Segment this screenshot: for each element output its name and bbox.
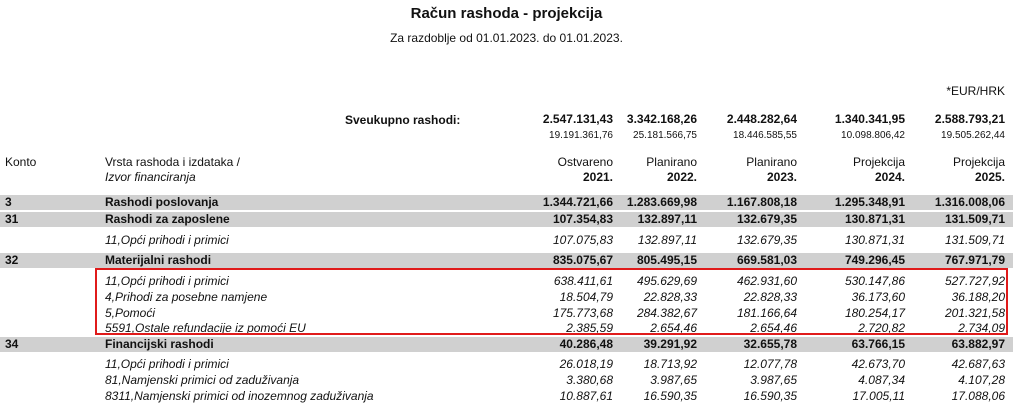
value-cell-3: 180.254,17	[844, 306, 905, 320]
summary-total-2: 2.448.282,64	[726, 112, 797, 126]
value-cell-4: 131.509,71	[944, 212, 1005, 226]
name-cell: Rashodi poslovanja	[105, 195, 219, 209]
header-col-4-line1: Projekcija	[952, 155, 1005, 169]
value-cell-4: 767.971,79	[944, 253, 1005, 267]
value-cell-0: 3.380,68	[566, 373, 613, 387]
value-cell-4: 36.188,20	[951, 290, 1005, 304]
value-cell-3: 36.173,60	[851, 290, 905, 304]
konto-cell: 34	[5, 337, 19, 351]
value-cell-3: 17.005,11	[852, 389, 905, 403]
value-cell-4: 17.088,06	[951, 389, 1005, 403]
value-cell-1: 1.283.669,98	[626, 195, 697, 209]
value-cell-1: 39.291,92	[643, 337, 697, 351]
funding-source-row	[0, 389, 1013, 404]
account-row	[0, 253, 1013, 268]
header-name-line2: Izvor financiranja	[105, 170, 196, 184]
value-cell-4: 1.316.008,06	[934, 195, 1005, 209]
summary-total-4: 2.588.793,21	[934, 112, 1005, 126]
value-cell-2: 462.931,60	[736, 274, 797, 288]
value-cell-3: 1.295.348,91	[834, 195, 905, 209]
summary-total-hrk-0: 19.191.361,76	[549, 130, 613, 141]
value-cell-3: 749.296,45	[844, 253, 905, 267]
value-cell-4: 527.727,92	[944, 274, 1005, 288]
value-cell-4: 201.321,58	[944, 306, 1005, 320]
highlight-box	[95, 268, 1008, 335]
value-cell-2: 2.654,46	[750, 321, 797, 335]
header-name-line1: Vrsta rashoda i izdataka /	[105, 155, 240, 169]
summary-total-0: 2.547.131,43	[542, 112, 613, 126]
account-row	[0, 337, 1013, 352]
value-cell-0: 18.504,79	[559, 290, 613, 304]
header-konto: Konto	[5, 155, 37, 169]
value-cell-0: 40.286,48	[559, 337, 613, 351]
value-cell-4: 2.734,09	[958, 321, 1005, 335]
value-cell-0: 107.354,83	[552, 212, 613, 226]
value-cell-0: 10.887,61	[559, 389, 613, 403]
summary-total-hrk-1: 25.181.566,75	[633, 130, 697, 141]
value-cell-2: 32.655,78	[743, 337, 797, 351]
value-cell-2: 132.679,35	[736, 233, 797, 247]
value-cell-3: 530.147,86	[844, 274, 905, 288]
value-cell-3: 130.871,31	[844, 233, 905, 247]
value-cell-1: 22.828,33	[643, 290, 697, 304]
value-cell-1: 18.713,92	[643, 357, 697, 371]
name-cell: 11,Opći prihodi i primici	[105, 233, 229, 247]
value-cell-0: 2.385,59	[566, 321, 613, 335]
name-cell: 4,Prihodi za posebne namjene	[105, 290, 268, 304]
value-cell-3: 130.871,31	[844, 212, 905, 226]
value-cell-2: 132.679,35	[736, 212, 797, 226]
summary-total-hrk-4: 19.505.262,44	[941, 130, 1005, 141]
header-col-1-line1: Planirano	[646, 155, 697, 169]
konto-cell: 31	[5, 212, 19, 226]
value-cell-1: 805.495,15	[636, 253, 697, 267]
account-row	[0, 212, 1013, 227]
value-cell-3: 42.673,70	[851, 357, 905, 371]
value-cell-4: 42.687,63	[951, 357, 1005, 371]
header-col-4-year: 2025.	[974, 170, 1005, 184]
funding-source-row	[0, 373, 1013, 388]
name-cell: Materijalni rashodi	[105, 253, 212, 267]
value-cell-1: 3.987,65	[650, 373, 697, 387]
value-cell-0: 26.018,19	[559, 357, 613, 371]
funding-source-row	[0, 233, 1013, 248]
currency-label: *EUR/HRK	[946, 84, 1005, 98]
header-col-2-year: 2023.	[766, 170, 797, 184]
report-period: Za razdoblje od 01.01.2023. do 01.01.2023.	[390, 31, 623, 45]
account-row	[0, 195, 1013, 210]
report-title: Račun rashoda - projekcija	[410, 5, 603, 22]
value-cell-3: 63.766,15	[851, 337, 905, 351]
header-col-2-line1: Planirano	[746, 155, 797, 169]
name-cell: 5591,Ostale refundacije iz pomoći EU	[105, 321, 306, 335]
header-col-3-line1: Projekcija	[852, 155, 905, 169]
name-cell: 11,Opći prihodi i primici	[105, 274, 229, 288]
name-cell: 11,Opći prihodi i primici	[105, 357, 229, 371]
summary-label: Sveukupno rashodi:	[345, 113, 461, 127]
value-cell-4: 4.107,28	[958, 373, 1005, 387]
value-cell-3: 4.087,34	[858, 373, 905, 387]
value-cell-2: 181.166,64	[736, 306, 797, 320]
header-col-0-year: 2021.	[582, 170, 613, 184]
value-cell-1: 284.382,67	[636, 306, 697, 320]
summary-total-hrk-2: 18.446.585,55	[733, 130, 797, 141]
funding-source-row	[0, 357, 1013, 372]
summary-total-1: 3.342.168,26	[626, 112, 697, 126]
value-cell-1: 495.629,69	[636, 274, 697, 288]
value-cell-4: 131.509,71	[944, 233, 1005, 247]
value-cell-1: 132.897,11	[637, 212, 697, 226]
value-cell-2: 22.828,33	[743, 290, 797, 304]
header-col-0-line1: Ostvareno	[557, 155, 613, 169]
name-cell: 81,Namjenski primici od zaduživanja	[105, 373, 300, 387]
value-cell-1: 16.590,35	[643, 389, 697, 403]
konto-cell: 32	[5, 253, 19, 267]
value-cell-4: 63.882,97	[951, 337, 1005, 351]
name-cell: 8311,Namjenski primici od inozemnog zaduživanja	[105, 389, 374, 403]
value-cell-2: 3.987,65	[750, 373, 797, 387]
value-cell-1: 2.654,46	[650, 321, 697, 335]
value-cell-2: 1.167.808,18	[726, 195, 797, 209]
value-cell-3: 2.720,82	[858, 321, 905, 335]
value-cell-2: 16.590,35	[743, 389, 797, 403]
value-cell-0: 107.075,83	[552, 233, 613, 247]
value-cell-0: 1.344.721,66	[542, 195, 613, 209]
value-cell-0: 638.411,61	[553, 274, 613, 288]
konto-cell: 3	[5, 195, 12, 209]
header-col-1-year: 2022.	[666, 170, 697, 184]
summary-total-3: 1.340.341,95	[834, 112, 905, 126]
value-cell-1: 132.897,11	[637, 233, 697, 247]
value-cell-2: 12.077,78	[743, 357, 797, 371]
name-cell: Rashodi za zaposlene	[105, 212, 230, 226]
name-cell: Financijski rashodi	[105, 337, 214, 351]
value-cell-0: 835.075,67	[552, 253, 613, 267]
value-cell-0: 175.773,68	[552, 306, 613, 320]
name-cell: 5,Pomoći	[105, 306, 156, 320]
summary-total-hrk-3: 10.098.806,42	[841, 130, 905, 141]
value-cell-2: 669.581,03	[736, 253, 797, 267]
header-col-3-year: 2024.	[874, 170, 905, 184]
